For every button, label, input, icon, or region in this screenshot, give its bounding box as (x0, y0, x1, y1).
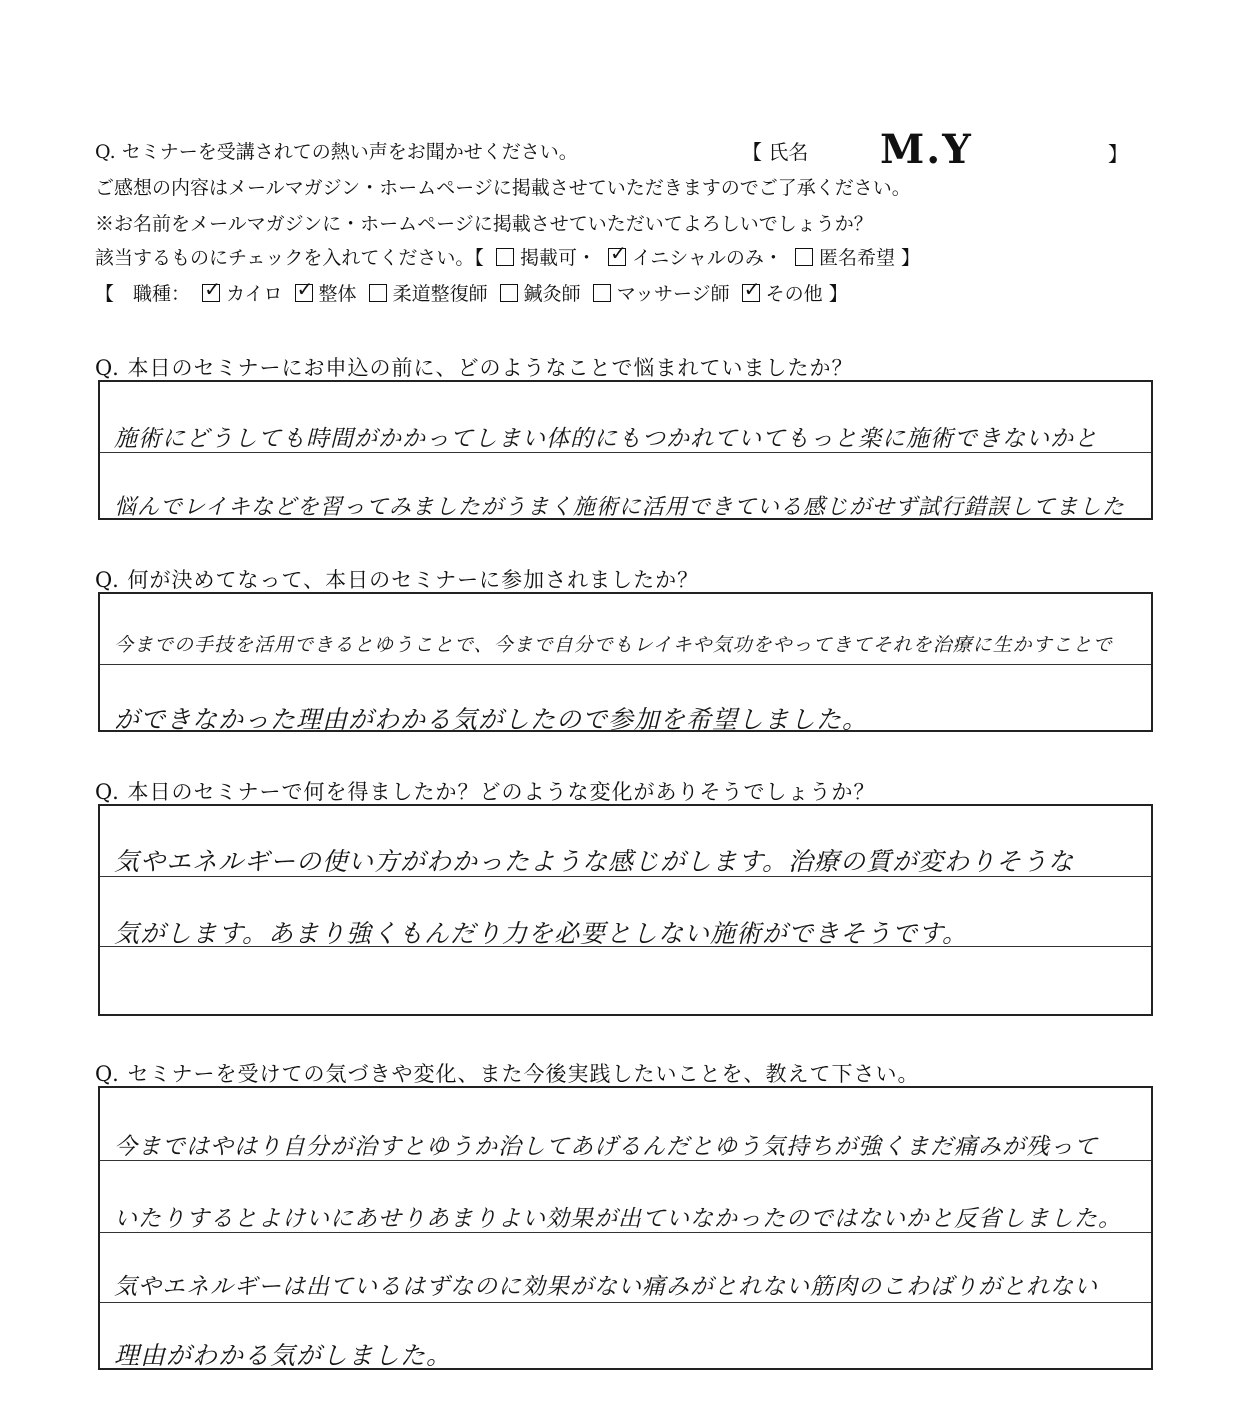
job-options-row (95, 282, 848, 306)
answer-line: 今まではやはり自分が治すとゆうか治してあげるんだとゆう気持ちが強くまだ痛みが残って (114, 1134, 1098, 1160)
publish-option-anonymous[interactable] (789, 246, 895, 270)
answer-line: ができなかった理由がわかる気がしたので参加を希望しました。 (114, 705, 869, 734)
option-label: マッサージ師 (616, 283, 730, 305)
option-label: 柔道整復師 (392, 283, 488, 305)
publish-notice: ご感想の内容はメールマガジン・ホームページに掲載させていただきますのでご了承ください。 (95, 177, 911, 199)
job-option-chiro[interactable] (196, 282, 282, 306)
check-close: 】 (901, 247, 921, 269)
checkbox-checked-icon[interactable] (742, 284, 760, 302)
checkbox-checked-icon[interactable] (295, 284, 313, 302)
job-option-acupuncture[interactable] (494, 282, 581, 306)
ruled-line (100, 876, 1151, 877)
answer-line: 理由がわかる気がしました。 (114, 1341, 453, 1370)
option-label: 匿名希望 (818, 247, 895, 269)
publish-option-initials[interactable] (602, 246, 783, 270)
option-label: 鍼灸師 (523, 283, 581, 305)
question-2: Q. 何が決めてなって、本日のセミナーに参加されましたか？ (95, 568, 700, 592)
job-close: 】 (828, 283, 848, 305)
question-4: Q. セミナーを受けての気づきや変化、また今後実践したいことを、教えて下さい。 (95, 1062, 920, 1086)
answer-box-3[interactable] (98, 804, 1153, 1016)
job-option-other[interactable] (736, 282, 823, 306)
ruled-line (100, 664, 1151, 665)
ruled-line (100, 1232, 1151, 1233)
checkbox-icon[interactable] (500, 284, 518, 302)
job-option-judo[interactable] (363, 282, 488, 306)
checkbox-icon[interactable] (369, 284, 387, 302)
name-close-bracket: 】 (1108, 142, 1128, 166)
question-3: Q. 本日のセミナーで何を得ましたか？どのような変化がありそうでしょうか？ (95, 780, 876, 804)
name-label: 【 氏名 (742, 140, 809, 164)
question-1: Q. 本日のセミナーにお申込の前に、どのようなことで悩まれていましたか？ (95, 356, 854, 380)
job-option-seitai[interactable] (289, 282, 357, 306)
publish-name-question: ※お名前をメールマガジンに・ホームページに掲載させていただいてよろしいでしょうか？ (95, 213, 873, 235)
checkbox-checked-icon[interactable] (202, 284, 220, 302)
answer-line: 施術にどうしても時間がかかってしまい体的にもつかれていてもっと楽に施術できないかと (114, 426, 1098, 452)
ruled-line (100, 452, 1151, 453)
option-label: 掲載可・ (519, 247, 596, 269)
checkbox-icon[interactable] (795, 248, 813, 266)
option-label: 整体 (318, 283, 357, 305)
checkbox-icon[interactable] (593, 284, 611, 302)
answer-line: 気がします。あまり強くもんだり力を必要としない施術ができそうです。 (114, 919, 969, 948)
answer-line: いたりするとよけいにあせりあまりよい効果が出ていなかったのではないかと反省しました。 (114, 1206, 1122, 1232)
publish-options-row (95, 246, 920, 270)
job-label: 【 職種： (95, 283, 191, 305)
option-label: イニシャルのみ・ (632, 247, 783, 269)
ruled-line (100, 946, 1151, 947)
ruled-line (100, 1302, 1151, 1303)
check-intro: 該当するものにチェックを入れてください。【 (95, 247, 484, 269)
answer-line: 悩んでレイキなどを習ってみましたがうまく施術に活用できている感じがせず試行錯誤してました (114, 495, 1125, 520)
option-label: その他 (765, 283, 823, 305)
job-option-massage[interactable] (587, 282, 730, 306)
answer-line: 気やエネルギーの使い方がわかったような感じがします。治療の質が変わりそうな (114, 847, 1075, 876)
answer-box-1[interactable] (98, 380, 1153, 520)
answer-box-4[interactable] (98, 1086, 1153, 1370)
answer-line: 今までの手技を活用できるとゆうことで、今まで自分でもレイキや気功をやってきてそれを治療に生かすことで (114, 634, 1113, 656)
answer-line: 気やエネルギーは出ているはずなのに効果がない痛みがとれない筋肉のこわばりがとれない (114, 1274, 1098, 1300)
name-value: M.Y (880, 126, 973, 173)
checkbox-checked-icon[interactable] (608, 248, 626, 266)
answer-box-2[interactable] (98, 592, 1153, 732)
publish-option-allowed[interactable] (490, 246, 596, 270)
ruled-line (100, 1160, 1151, 1161)
option-label: カイロ (226, 283, 283, 305)
checkbox-icon[interactable] (496, 248, 514, 266)
intro-question: Q. セミナーを受講されての熱い声をお聞かせください。 (95, 141, 578, 163)
